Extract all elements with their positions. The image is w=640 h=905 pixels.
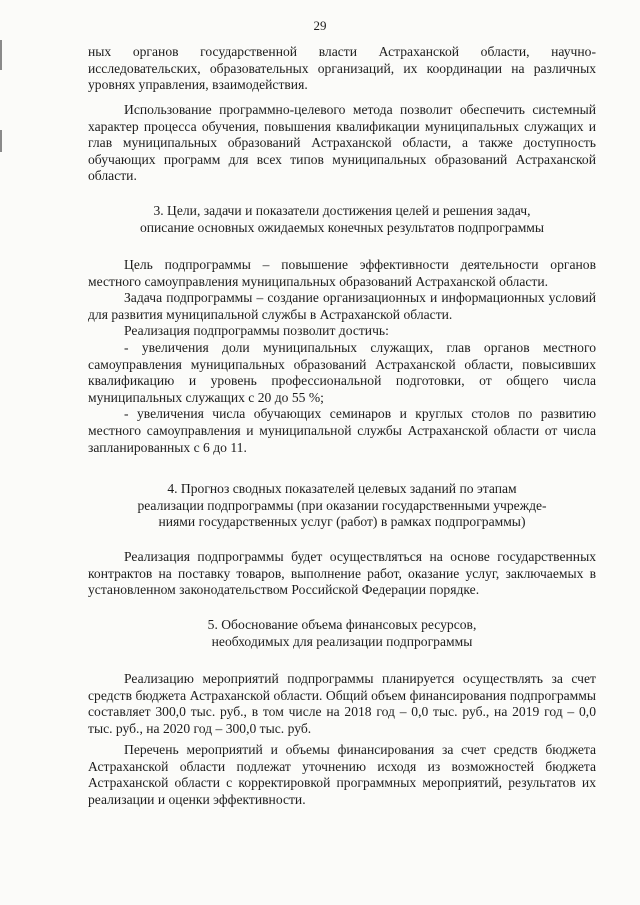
paragraph: Перечень мероприятий и объемы финансирования за счет средств бюджета Астраханской области подлежат уточнению исходя из возможностей бюджета Астраханской области с корректировкой программных мероприятий, результатов их реализации и оценки эффективности. (88, 742, 596, 807)
heading-line: 3. Цели, задачи и показатели достижения целей и решения задач, (153, 203, 531, 218)
paragraph: Реализация подпрограммы будет осуществляться на основе государственных контрактов на поставку товаров, выполнение работ, оказание услуг, заключаемых в установленном законодательством Российской Федерации порядке. (88, 549, 596, 598)
section-5-heading (88, 617, 596, 650)
heading-line: 4. Прогноз сводных показателей целевых заданий по этапам (167, 481, 517, 496)
scan-margin-mark (0, 130, 2, 152)
section-5-body-2 (88, 742, 596, 808)
page-number: 29 (313, 18, 327, 33)
heading-line: ниями государственных услуг (работ) в рамках подпрограммы) (158, 514, 526, 530)
section-5-body (88, 671, 596, 737)
method-paragraph (88, 102, 596, 185)
scan-margin-mark (0, 40, 2, 70)
section-3-body (88, 257, 596, 456)
paragraph: ных органов государственной власти Астраханской области, научно-исследовательских, образовательных организаций, их координации на различных уровнях управления, взаимодействия. (88, 44, 596, 93)
paragraph: Цель подпрограммы – повышение эффективности деятельности органов местного самоуправления муниципальных образований Астраханской области. (88, 257, 596, 289)
heading-line: реализации подпрограммы (при оказании государственными учрежде- (137, 497, 547, 513)
paragraph: Использование программно-целевого метода позволит обеспечить системный характер процесса обучения, повышения квалификации муниципальных служащих и глав муниципальных образований Астраханской области, а также доступность обучающих программ для всех типов муниципальных образований Астраханской области. (88, 102, 596, 184)
section-4-heading (88, 481, 596, 531)
list-item: - увеличения числа обучающих семинаров и круглых столов по развитию местного самоуправления и муниципальной службы Астраханской области от числа запланированных с 6 до 11. (88, 406, 596, 455)
heading-line: 5. Обоснование объема финансовых ресурсов, (207, 617, 477, 632)
paragraph: Реализацию мероприятий подпрограммы планируется осуществлять за счет средств бюджета Астраханской области. Общий объем финансирования подпрограммы составляет 300,0 тыс. руб., в том числе на 2018 год – 0,0 тыс. руб., на 2019 год – 0,0 тыс. руб., на 2020 год – 300,0 тыс. руб. (88, 671, 596, 736)
heading-line: описание основных ожидаемых конечных результатов подпрограммы (139, 219, 545, 235)
section-4-body (88, 549, 596, 599)
continuation-paragraph (88, 44, 596, 94)
heading-line: необходимых для реализации подпрограммы (211, 633, 473, 649)
list-item: - увеличения доли муниципальных служащих, глав органов местного самоуправления муниципальных образований Астраханской области, повысивших квалификацию и уровень профессиональной подготовки, от общего числа муниципальных служащих с 20 до 55 %; (88, 339, 596, 405)
paragraph: Задача подпрограммы – создание организационных и информационных условий для развития муниципальной службы в Астраханской области. (88, 290, 596, 322)
section-3-heading (88, 203, 596, 236)
paragraph: Реализация подпрограммы позволит достичь: (124, 323, 389, 339)
